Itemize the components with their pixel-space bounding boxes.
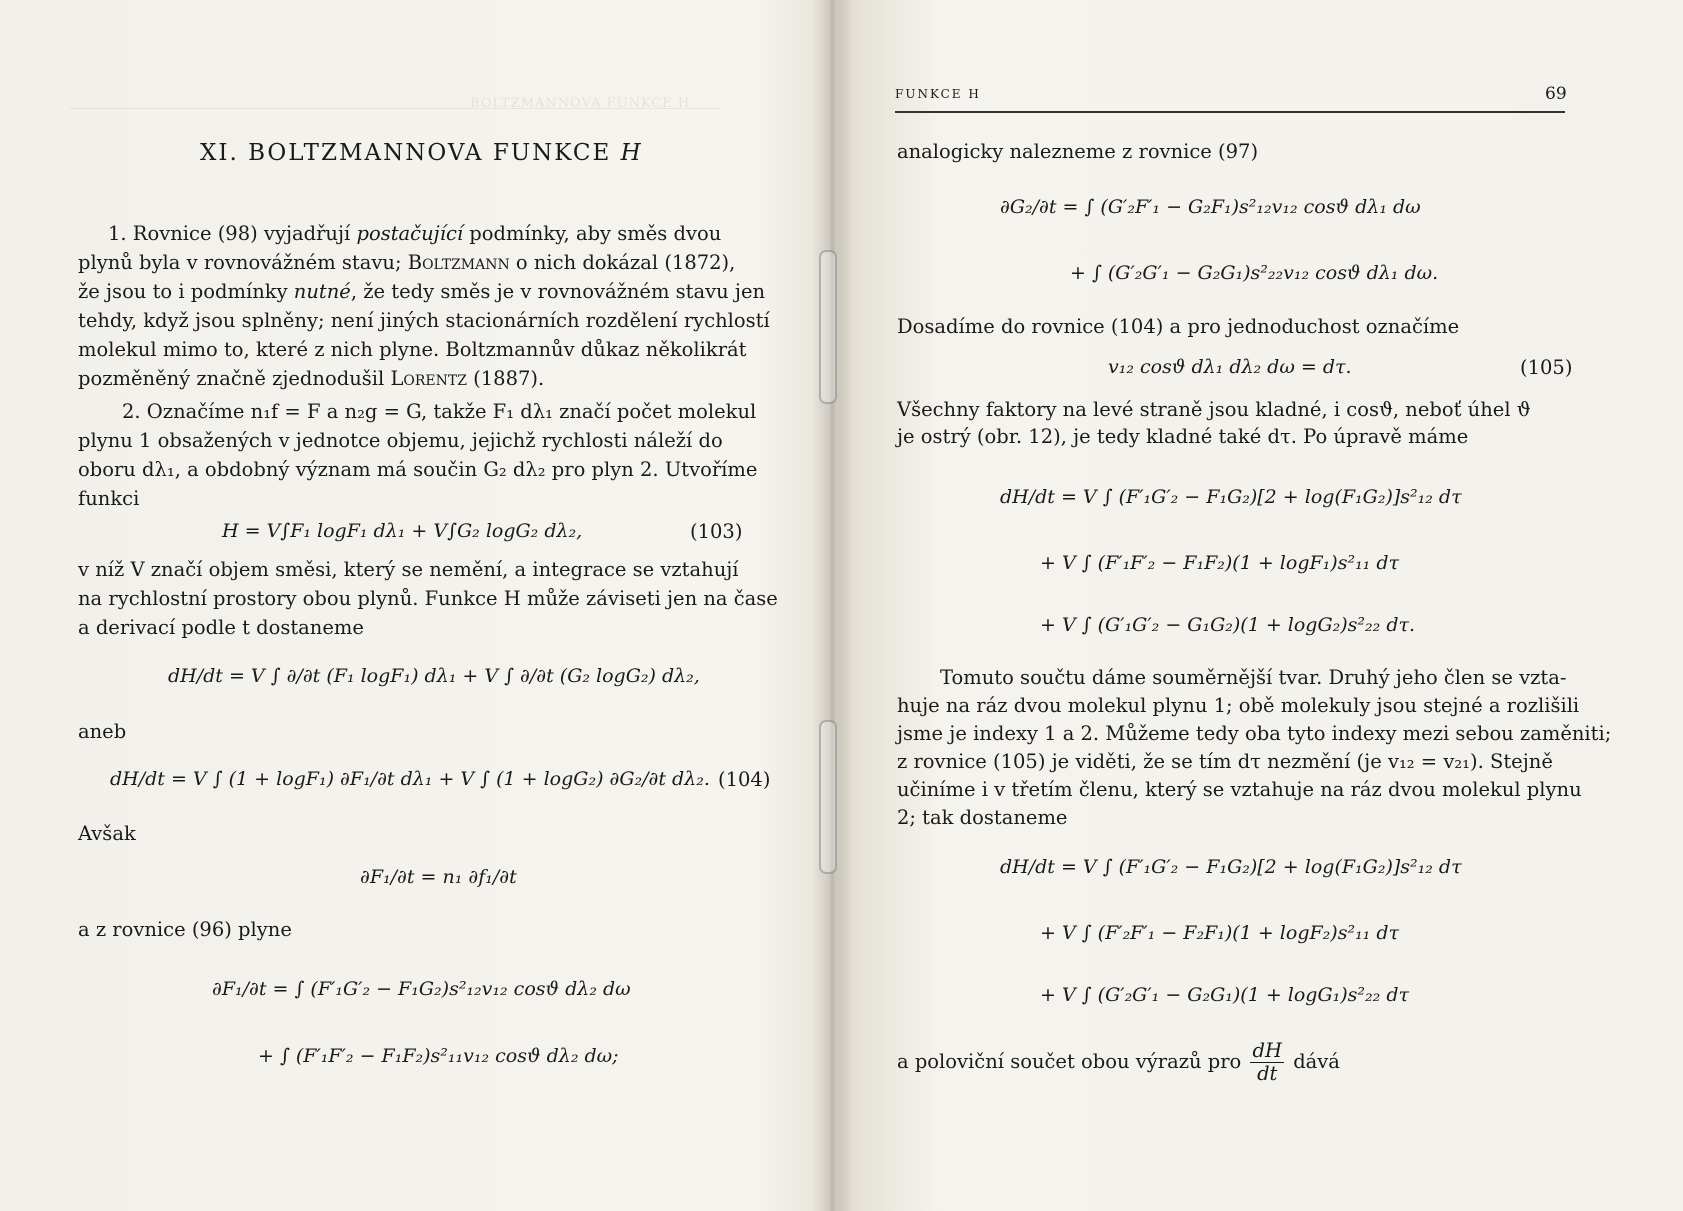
para-tomuto-line4: z rovnice (105) je viděti, že se tím dτ nezmění (je v₁₂ = v₂₁). Stejně <box>897 750 1553 773</box>
page-number: 69 <box>1545 84 1567 104</box>
para1-line5: molekul mimo to, které z nich plyne. Boltzmannův důkaz několikrát <box>78 338 747 361</box>
text-polovicni <box>897 1040 1340 1085</box>
equation-dG2dt-line2: + ∫ (G′₂G′₁ − G₂G₁)s²₂₂v₁₂ cosϑ dλ₁ dω. <box>1070 262 1439 284</box>
equation-dG2dt-line1: ∂G₂/∂t = ∫ (G′₂F′₁ − G₂F₁)s²₁₂v₁₂ cosϑ dλ₁ dω <box>1000 196 1421 218</box>
header-rule <box>895 111 1565 113</box>
para2-line1: 2. Označíme n₁f = F a n₂g = G, takže F₁ dλ₁ značí počet molekul <box>122 400 757 423</box>
equation-105: v₁₂ cosϑ dλ₁ dλ₂ dω = dτ. <box>1108 356 1352 378</box>
para1-line1: 1. Rovnice (98) vyjadřují postačující podmínky, aby směs dvou <box>108 222 722 245</box>
equation-A-line1: dH/dt = V ∫ (F′₁G′₂ − F₁G₂)[2 + log(F₁G₂)]s²₁₂ dτ <box>1000 486 1462 508</box>
para1-line6: pozměněný značně zjednodušil Lorentz (1887). <box>78 367 545 390</box>
equation-B-line3: + V ∫ (G′₂G′₁ − G₂G₁)(1 + logG₁)s²₂₂ dτ <box>1040 984 1409 1006</box>
equation-dF1dt: ∂F₁/∂t = n₁ ∂f₁/∂t <box>360 866 517 888</box>
para3-line1: v níž V značí objem směsi, který se nemění, a integrace se vztahují <box>78 558 739 581</box>
chapter-title-text: XI. BOLTZMANNOVA FUNKCE H <box>200 140 643 166</box>
word-aneb: aneb <box>78 720 127 743</box>
para3-line2: na rychlostní prostory obou plynů. Funkce H může záviseti jen na čase <box>78 587 778 610</box>
equation-103: H = V∫F₁ logF₁ dλ₁ + V∫G₂ logG₂ dλ₂, <box>222 520 583 542</box>
equation-B-line2: + V ∫ (F′₂F′₁ − F₂F₁)(1 + logF₂)s²₁₁ dτ <box>1040 922 1400 944</box>
text-dosadime: Dosadíme do rovnice (104) a pro jednoduchost označíme <box>897 315 1460 338</box>
chapter-title <box>200 140 643 166</box>
text-analogicky: analogicky nalezneme z rovnice (97) <box>897 140 1259 163</box>
para-tomuto-line5: učiníme i v třetím členu, který se vztahuje na ráz dvou molekul plynu <box>897 778 1582 801</box>
para2-line4: funkci <box>78 487 140 510</box>
equation-105-number: (105) <box>1520 356 1573 379</box>
para3-line3: a derivací podle t dostaneme <box>78 616 364 639</box>
fraction-dHdt: $\frac{dH}{dt}$ <box>1252 1039 1282 1085</box>
word-avsak: Avšak <box>78 822 136 845</box>
equation-A-line2: + V ∫ (F′₁F′₂ − F₁F₂)(1 + logF₁)s²₁₁ dτ <box>1040 552 1400 574</box>
para-tomuto-line1: Tomuto součtu dáme souměrnější tvar. Druhý jeho člen se vzta- <box>940 666 1567 689</box>
para-vsechny-line2: je ostrý (obr. 12), je tedy kladné také dτ. Po úpravě máme <box>897 425 1469 448</box>
para1-line2: plynů byla v rovnovážném stavu; Boltzmann o nich dokázal (1872), <box>78 251 736 274</box>
para-tomuto-line2: huje na ráz dvou molekul plynu 1; obě molekuly jsou stejné a rozlišili <box>897 694 1580 717</box>
text-polovicni-a: a poloviční součet obou výrazů pro <box>897 1050 1242 1073</box>
equation-104: dH/dt = V ∫ (1 + logF₁) ∂F₁/∂t dλ₁ + V ∫ (1 + logG₂) ∂G₂/∂t dλ₂. <box>110 768 710 790</box>
bleed-through-text: BOLTZMANNOVA FUNKCE H <box>470 96 691 111</box>
left-page <box>0 0 825 1211</box>
para-tomuto-line3: jsme je indexy 1 a 2. Můžeme tedy oba tyto indexy mezi sebou zaměniti; <box>897 722 1612 745</box>
para-vsechny-line1: Všechny faktory na levé straně jsou kladné, i cosϑ, neboť úhel ϑ <box>897 398 1531 421</box>
equation-collision-F1-line2: + ∫ (F′₁F′₂ − F₁F₂)s²₁₁v₁₂ cosϑ dλ₂ dω; <box>258 1045 619 1067</box>
running-head <box>895 87 981 101</box>
equation-B-line1: dH/dt = V ∫ (F′₁G′₂ − F₁G₂)[2 + log(F₁G₂)]s²₁₂ dτ <box>1000 856 1462 878</box>
para1-line4: tehdy, když jsou splněny; není jiných stacionárních rozdělení rychlostí <box>78 309 770 332</box>
running-head-text: FUNKCE H <box>895 87 981 101</box>
equation-collision-F1-line1: ∂F₁/∂t = ∫ (F′₁G′₂ − F₁G₂)s²₁₂v₁₂ cosϑ dλ₂ dω <box>212 978 631 1000</box>
equation-103-number: (103) <box>690 520 743 543</box>
equation-A-line3: + V ∫ (G′₁G′₂ − G₁G₂)(1 + logG₂)s²₂₂ dτ. <box>1040 614 1416 636</box>
para-tomuto-line6: 2; tak dostaneme <box>897 806 1068 829</box>
para1-line3: že jsou to i podmínky nutné, že tedy směs je v rovnovážném stavu jen <box>78 280 766 303</box>
equation-dHdt-derivative: dH/dt = V ∫ ∂/∂t (F₁ logF₁) dλ₁ + V ∫ ∂/∂t (G₂ logG₂) dλ₂, <box>168 665 700 687</box>
para2-line2: plynu 1 obsažených v jednotce objemu, jejichž rychlosti náleží do <box>78 429 723 452</box>
equation-104-number: (104) <box>718 768 771 791</box>
text-polovicni-b: dává <box>1293 1050 1340 1073</box>
para2-line3: oboru dλ₁, a obdobný význam má součin G₂ dλ₂ pro plyn 2. Utvoříme <box>78 458 758 481</box>
text-z-rovnice-96: a z rovnice (96) plyne <box>78 918 292 941</box>
